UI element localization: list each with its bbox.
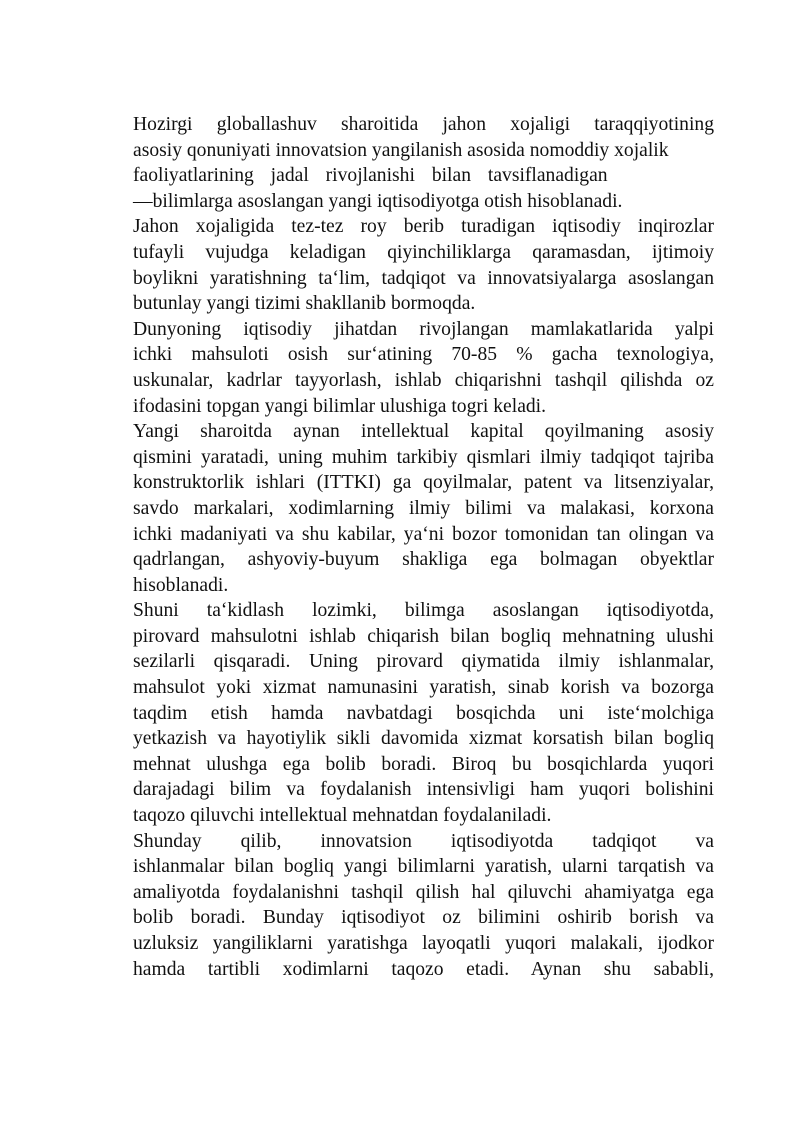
text-line: hisoblanadi. [133,574,229,596]
paragraph-2 [86,214,714,316]
text-line: amaliyotda foydalanishni tashqil qilish hal qiluvchi ahamiyatga ega [133,881,714,903]
text-line: mahsulot yoki xizmat namunasini yaratish, sinab korish va bozorga [133,677,714,699]
text-line: qadrlangan, ashyoviy-buyum shakliga ega bolmagan obyektlar [133,549,714,571]
paragraph-1 [86,112,714,214]
text-line: asosiy qonuniyati innovatsion yangilanish asosida nomoddiy xojalik [133,139,669,161]
text-line: Yangi sharoitda aynan intellektual kapital qoyilmaning asosiy [133,421,714,443]
text-line: butunlay yangi tizimi shakllanib bormoqda. [133,293,476,315]
text-line: savdo markalari, xodimlarning ilmiy bilimi va malakasi, korxona [133,497,714,519]
text-line: —bilimlarga asoslangan yangi iqtisodiyotga otish hisoblanadi. [133,190,623,212]
text-line: taqozo qiluvchi intellektual mehnatdan foydalaniladi. [133,805,552,827]
text-line: boylikni yaratishning ta‘lim, tadqiqot va innovatsiyalarga asoslangan [133,267,714,289]
text-line: ichki madaniyati va shu kabilar, ya‘ni bozor tomonidan tan olingan va [133,523,714,545]
text-line: taqdim etish hamda navbatdagi bosqichda uni iste‘molchiga [133,702,714,724]
text-line: faoliyatlarining jadal rivojlanishi bilan tavsiflanadigan [133,165,608,187]
text-line: ifodasini topgan yangi bilimlar ulushiga togri keladi. [133,395,547,417]
body-text [86,112,714,982]
paragraph-4 [86,419,714,598]
text-line: Hozirgi globallashuv sharoitida jahon xojaligi taraqqiyotining [133,114,714,135]
paragraph-3 [86,317,714,419]
text-line: Shunday qilib, innovatsion iqtisodiyotda tadqiqot va [133,830,714,852]
text-line: qismini yaratadi, uning muhim tarkibiy qismlari ilmiy tadqiqot tajriba [133,446,714,468]
text-line: tufayli vujudga keladigan qiyinchiliklarga qaramasdan, ijtimoiy [133,241,714,263]
text-line: Dunyoning iqtisodiy jihatdan rivojlangan mamlakatlarida yalpi [133,318,714,340]
paragraph-5 [86,598,714,828]
text-line: uskunalar, kadrlar tayyorlash, ishlab chiqarishni tashqil qilishda oz [133,369,714,391]
text-line: Shuni ta‘kidlash lozimki, bilimga asoslangan iqtisodiyotda, [133,600,714,622]
paragraph-6 [86,829,714,983]
text-line: darajadagi bilim va foydalanish intensivligi ham yuqori bolishini [133,779,714,801]
text-line: pirovard mahsulotni ishlab chiqarish bilan bogliq mehnatning ulushi [133,625,714,647]
text-line: ishlanmalar bilan bogliq yangi bilimlarni yaratish, ularni tarqatish va [133,856,714,878]
text-line: konstruktorlik ishlari (ITTKI) ga qoyilmalar, patent va litsenziyalar, [133,472,714,494]
text-line: bolib boradi. Bunday iqtisodiyot oz bilimini oshirib borish va [133,907,714,929]
text-line: Jahon xojaligida tez-tez roy berib turadigan iqtisodiy inqirozlar [133,216,714,238]
text-line: ichki mahsuloti osish sur‘atining 70-85 % gacha texnologiya, [133,344,714,366]
text-line: yetkazish va hayotiylik sikli davomida xizmat korsatish bilan bogliq [133,728,714,750]
text-line: sezilarli qisqaradi. Uning pirovard qiymatida ilmiy ishlanmalar, [133,651,714,673]
text-line: hamda tartibli xodimlarni taqozo etadi. Aynan shu sababli, [133,958,714,980]
text-line: mehnat ulushga ega bolib boradi. Biroq bu bosqichlarda yuqori [133,753,714,775]
text-line: uzluksiz yangiliklarni yaratishga layoqatli yuqori malakali, ijodkor [133,933,714,954]
